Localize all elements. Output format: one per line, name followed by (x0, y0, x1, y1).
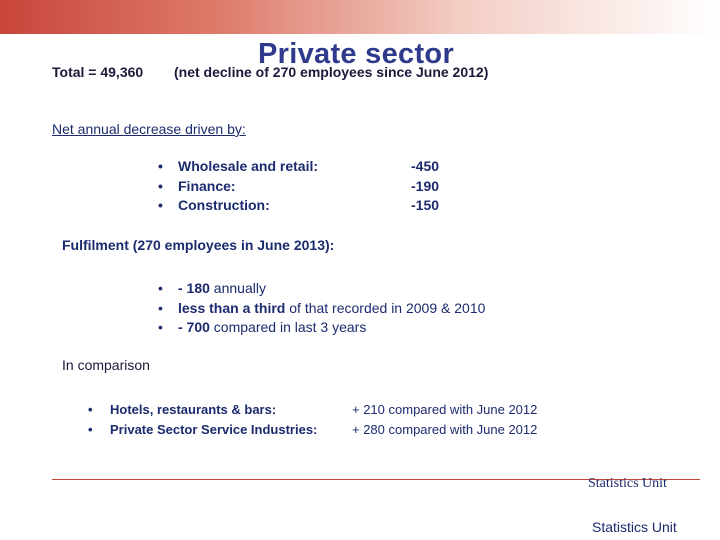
total-label: Total = 49,360 (52, 64, 144, 80)
fulfilment-heading: Fulfilment (270 employees in June 2013): (62, 237, 335, 253)
sector-value: -450 (411, 158, 440, 174)
emphasis-text: - 700 (178, 319, 210, 335)
bullet-icon: • (158, 197, 163, 213)
item-text: of that recorded in 2009 & 2010 (285, 299, 486, 316)
bullet-icon: • (88, 402, 93, 417)
list-item (158, 299, 485, 319)
list-item (158, 318, 485, 338)
list-item (158, 279, 485, 299)
page-title: Private sector (258, 38, 455, 70)
industry-label: Hotels, restaurants & bars: (110, 402, 277, 417)
comparison-list (88, 400, 317, 439)
industry-value: + 210 compared with June 2012 (352, 402, 538, 417)
list-item (158, 177, 318, 197)
industry-label: Private Sector Service Industries: (110, 421, 318, 437)
emphasis-text: less than a third (178, 299, 286, 316)
sector-label: Construction: (178, 197, 270, 213)
list-item (158, 196, 318, 216)
emphasis-text: - 180 (178, 280, 210, 296)
bullet-icon: • (158, 299, 163, 316)
list-item (88, 420, 317, 440)
comparison-heading: In comparison (62, 357, 150, 373)
sector-label: Wholesale and retail: (178, 158, 319, 174)
net-decrease-list (158, 157, 318, 216)
item-text: compared in last 3 years (209, 319, 367, 335)
bullet-icon: • (158, 319, 163, 335)
bullet-icon: • (88, 421, 93, 437)
footer-unit-label-secondary: Statistics Unit (592, 519, 677, 535)
industry-value: + 280 compared with June 2012 (352, 421, 538, 437)
header-gradient-bar (0, 0, 720, 34)
bullet-icon: • (158, 280, 163, 296)
comparison-values (352, 400, 537, 439)
footer-unit-label: Statistics Unit (588, 476, 667, 491)
net-decrease-values (411, 157, 439, 216)
subtitle: (net decline of 270 employees since June 2012) (174, 64, 489, 80)
sector-value: -150 (411, 197, 440, 213)
fulfilment-list (158, 279, 485, 338)
list-item (158, 157, 318, 177)
bullet-icon: • (158, 158, 163, 174)
sector-label: Finance: (178, 177, 236, 194)
item-text: annually (209, 280, 266, 296)
sector-value: -190 (411, 177, 440, 194)
list-item (88, 400, 317, 420)
net-decrease-heading: Net annual decrease driven by: (52, 121, 246, 137)
bullet-icon: • (158, 177, 163, 194)
